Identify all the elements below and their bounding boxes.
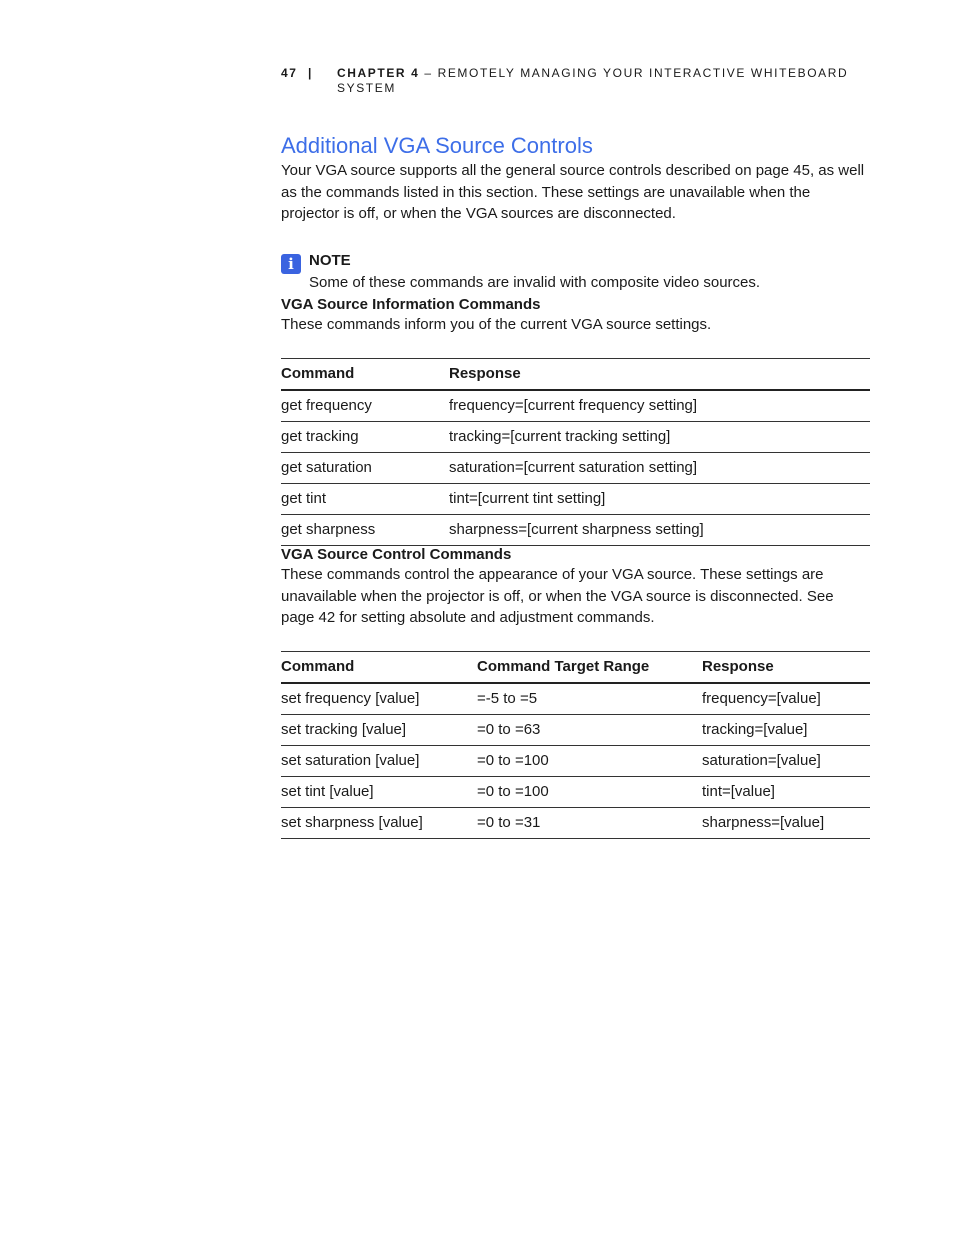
header-separator: |: [308, 66, 313, 80]
table-row: [281, 483, 870, 514]
chapter-title: – REMOTELY MANAGING YOUR INTERACTIVE WHITEBOARD SYSTEM: [337, 66, 849, 95]
column-header: Command: [281, 358, 449, 390]
info-commands-heading: VGA Source Information Commands: [281, 296, 541, 314]
range-cell: =-5 to =5: [477, 683, 702, 715]
page-content: [281, 132, 870, 839]
column-header: Command Target Range: [477, 651, 702, 683]
control-commands-heading: VGA Source Control Commands: [281, 545, 512, 563]
column-header: Command: [281, 651, 477, 683]
column-header: Response: [449, 358, 870, 390]
command-cell: get sharpness: [281, 514, 449, 545]
table-row: [281, 807, 870, 838]
control-commands-table: [281, 651, 870, 839]
response-cell: saturation=[value]: [702, 745, 870, 776]
table-row: [281, 683, 870, 715]
response-cell: saturation=[current saturation setting]: [449, 452, 870, 483]
command-cell: set tracking [value]: [281, 714, 477, 745]
command-cell: set frequency [value]: [281, 683, 477, 715]
control-commands-description: These commands control the appearance of your VGA source. These settings are unavailable when the projector is off, or when the VGA source is disconnected. See page 42 for setting absolute and adjustment commands.: [281, 565, 834, 627]
column-header: Response: [702, 651, 870, 683]
info-commands-description: These commands inform you of the current VGA source settings.: [281, 316, 712, 334]
command-cell: set saturation [value]: [281, 745, 477, 776]
range-cell: =0 to =31: [477, 807, 702, 838]
command-cell: get tracking: [281, 421, 449, 452]
range-cell: =0 to =100: [477, 745, 702, 776]
command-cell: get tint: [281, 483, 449, 514]
section-intro: Your VGA source supports all the general source controls described on page 45, as well as the commands listed in this section. These settings are unavailable when the projector is off, or when the VGA sources are disconnected.: [281, 162, 865, 223]
section-title: Additional VGA Source Controls: [281, 133, 593, 158]
note-text: Some of these commands are invalid with composite video sources.: [309, 274, 761, 292]
table-row: [281, 452, 870, 483]
table-header-row: [281, 651, 870, 683]
response-cell: sharpness=[current sharpness setting]: [449, 514, 870, 545]
info-icon: i: [281, 254, 301, 274]
command-cell: get saturation: [281, 452, 449, 483]
table-row: [281, 390, 870, 422]
chapter-heading: [337, 66, 867, 96]
command-cell: set sharpness [value]: [281, 807, 477, 838]
table-row: [281, 714, 870, 745]
table-row: [281, 421, 870, 452]
range-cell: =0 to =100: [477, 776, 702, 807]
response-cell: sharpness=[value]: [702, 807, 870, 838]
response-cell: tracking=[current tracking setting]: [449, 421, 870, 452]
response-cell: frequency=[current frequency setting]: [449, 390, 870, 422]
range-cell: =0 to =63: [477, 714, 702, 745]
page-number: 47: [281, 66, 298, 80]
response-cell: frequency=[value]: [702, 683, 870, 715]
table-row: [281, 514, 870, 545]
note-callout: [281, 252, 870, 296]
note-title: NOTE: [309, 252, 351, 270]
table-header-row: [281, 358, 870, 390]
command-cell: get frequency: [281, 390, 449, 422]
response-cell: tracking=[value]: [702, 714, 870, 745]
response-cell: tint=[current tint setting]: [449, 483, 870, 514]
table-row: [281, 776, 870, 807]
info-commands-table: [281, 358, 870, 546]
table-row: [281, 745, 870, 776]
command-cell: set tint [value]: [281, 776, 477, 807]
chapter-label: CHAPTER 4: [337, 66, 420, 80]
response-cell: tint=[value]: [702, 776, 870, 807]
